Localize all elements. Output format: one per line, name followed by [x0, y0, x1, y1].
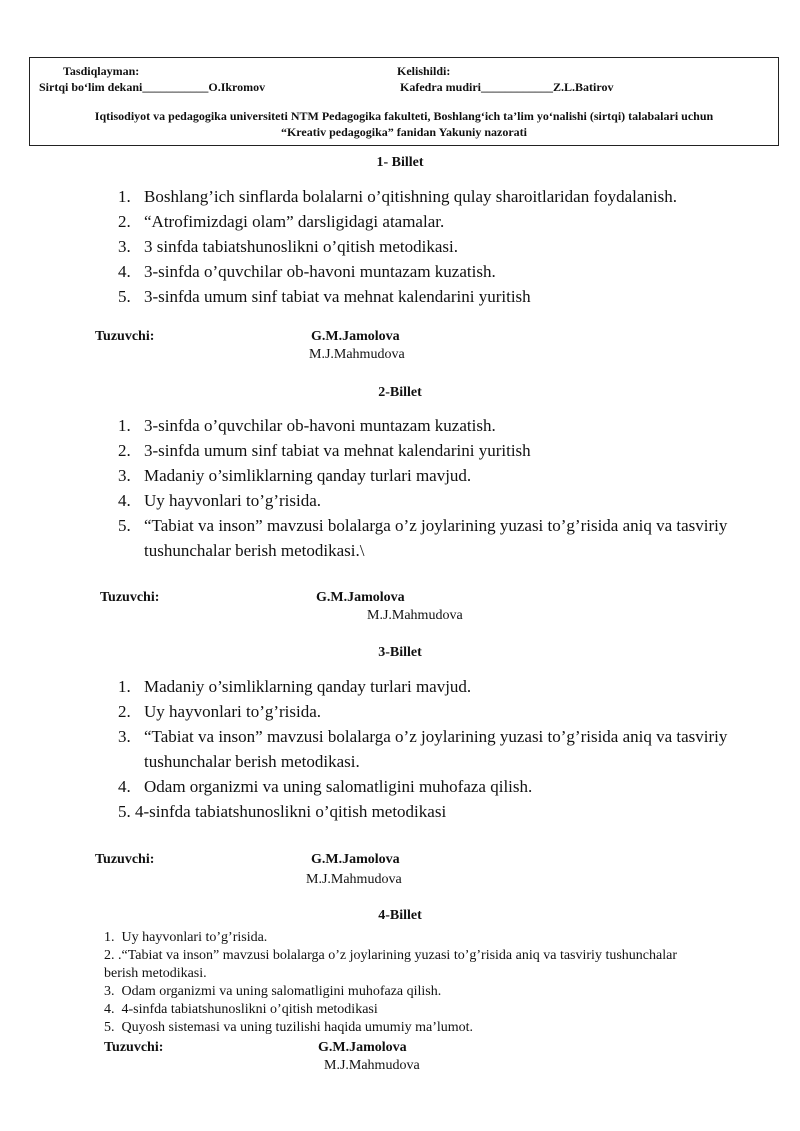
list-item: 2. Uy hayvonlari to’g’risida.: [118, 702, 322, 721]
list-item: 4. 4-sinfda tabiatshunoslikni o’qitish metodikasi: [104, 1002, 378, 1017]
compiler-label: Tuzuvchi:: [95, 852, 155, 867]
billet-2-questions: [118, 413, 748, 563]
list-item: 4. Uy hayvonlari to’g’risida.: [118, 491, 322, 510]
list-item: 5. Quyosh sistemasi va uning tuzilishi haqida umumiy ma’lumot.: [104, 1020, 474, 1035]
list-item: 3. Odam organizmi va uning salomatligini muhofaza qilish.: [104, 984, 442, 999]
list-item: 3. Madaniy o’simliklarning qanday turlari mavjud.: [118, 466, 472, 485]
list-item: 1. Boshlang’ich sinflarda bolalarni o’qitishning qulay sharoitlaridan foydalanish.: [118, 187, 678, 206]
billet-4-questions: [104, 929, 689, 1037]
compiler-name-1: G.M.Jamolova: [311, 329, 400, 344]
approve-label: Tasdiqlayman:: [63, 64, 140, 78]
compiler-name-2: M.J.Mahmudova: [367, 608, 463, 623]
list-item: 4. Odam organizmi va uning salomatligini muhofaza qilish.: [118, 777, 533, 796]
compiler-label: Tuzuvchi:: [104, 1040, 164, 1055]
list-item: 4. 3-sinfda o’quvchilar ob-havoni muntazam kuzatish.: [118, 262, 496, 281]
list-item: 3. 3 sinfda tabiatshunoslikni o’qitish metodikasi.: [118, 237, 459, 256]
billet-3-questions: [118, 674, 748, 824]
dean-signature-line: Sirtqi bo‘lim dekani___________O.Ikromov: [39, 80, 266, 94]
compiler-name-1: G.M.Jamolova: [316, 590, 405, 605]
list-item: 1. 3-sinfda o’quvchilar ob-havoni muntazam kuzatish.: [118, 416, 496, 435]
compiler-name-2: M.J.Mahmudova: [309, 347, 405, 362]
compiler-name-1: G.M.Jamolova: [311, 852, 400, 867]
compiler-name-2: M.J.Mahmudova: [306, 872, 402, 887]
compiler-name-2: M.J.Mahmudova: [324, 1058, 420, 1073]
billet-1-questions: [118, 184, 748, 309]
billet-1-title: 1- Billet: [376, 155, 424, 170]
billet-2-title: 2-Billet: [378, 385, 422, 400]
billet-4-title: 4-Billet: [378, 908, 422, 923]
list-item: 2. 3-sinfda umum sinf tabiat va mehnat kalendarini yuritish: [118, 441, 531, 460]
compiler-label: Tuzuvchi:: [95, 329, 155, 344]
agree-label: Kelishildi:: [397, 64, 451, 78]
department-head-line: Kafedra mudiri____________Z.L.Batirov: [400, 80, 614, 94]
list-item: 3. “Tabiat va inson” mavzusi bolalarga o’z joylarining yuzasi to’g’risida aniq va tasviriy tushunchalar berish metodikasi.: [118, 727, 728, 771]
list-item: 2. .“Tabiat va inson” mavzusi bolalarga o’z joylarining yuzasi to’g’risida aniq va tasviriy tushunchalar berish metodikasi.: [104, 948, 677, 981]
list-item: 5. “Tabiat va inson” mavzusi bolalarga o’z joylarining yuzasi to’g’risida aniq va tasviriy tushunchalar berish metodikasi.\: [118, 516, 728, 560]
approval-header: [29, 57, 779, 146]
list-item: 2. “Atrofimizdagi olam” darsligidagi atamalar.: [118, 212, 445, 231]
list-item: 1. Madaniy o’simliklarning qanday turlari mavjud.: [118, 677, 472, 696]
compiler-label: Tuzuvchi:: [100, 590, 160, 605]
compiler-name-1: G.M.Jamolova: [318, 1040, 407, 1055]
billet-3-title: 3-Billet: [378, 645, 422, 660]
list-item: 5. 3-sinfda umum sinf tabiat va mehnat kalendarini yuritish: [118, 287, 531, 306]
list-item: 5. 4-sinfda tabiatshunoslikni o’qitish metodikasi: [118, 802, 447, 821]
list-item: 1. Uy hayvonlari to’g’risida.: [104, 930, 268, 945]
university-line: Iqtisodiyot va pedagogika universiteti NTM Pedagogika fakulteti, Boshlang‘ich ta’lim yo‘nalishi (sirtqi) talabalari uchun: [94, 109, 714, 123]
exam-title: “Kreativ pedagogika” fanidan Yakuniy nazorati: [280, 125, 528, 139]
